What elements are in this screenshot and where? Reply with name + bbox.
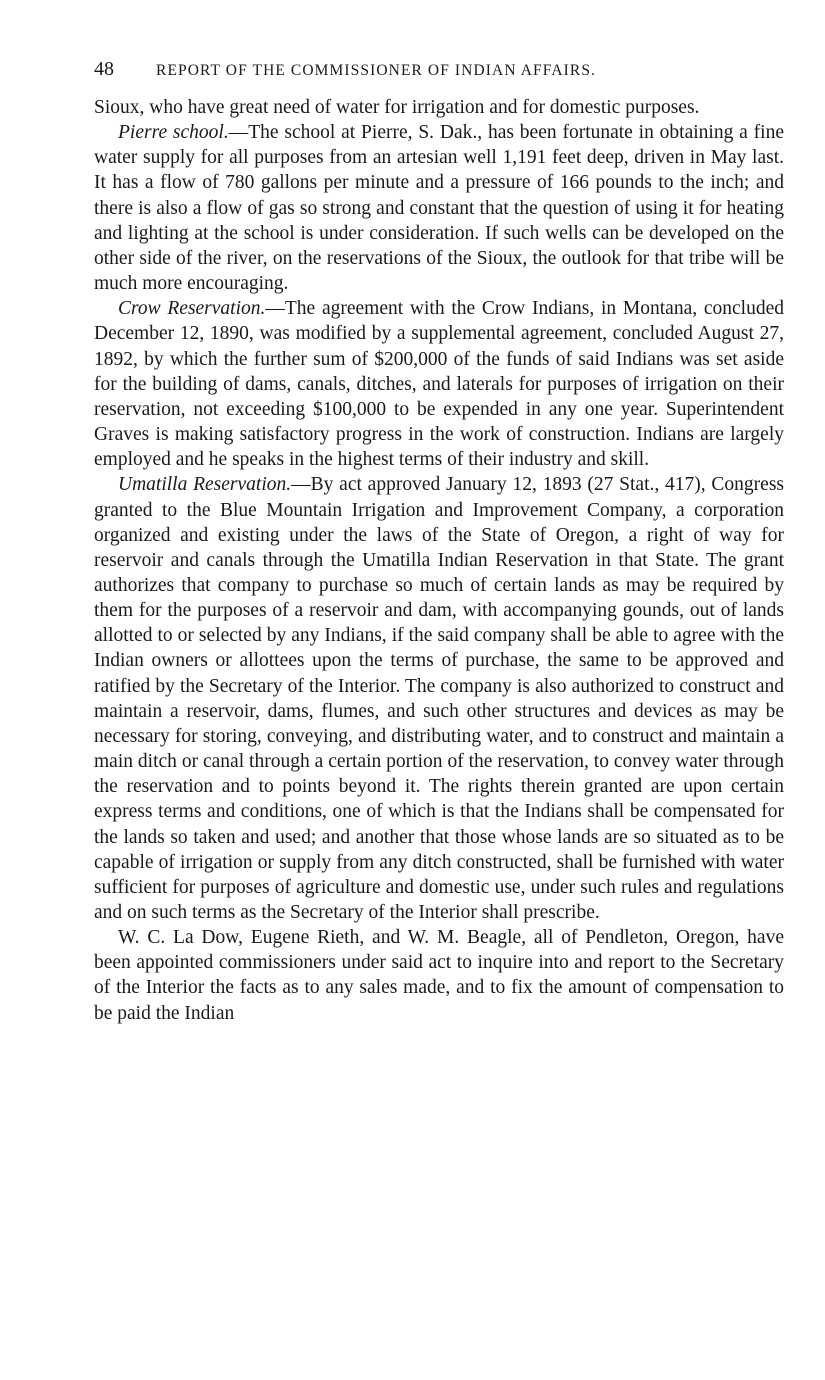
paragraph-text: Sioux, who have great need of water for irrigation and for domestic purposes. (94, 97, 700, 118)
paragraph-pierre-school (94, 120, 784, 296)
paragraph-text: —By act approved January 12, 1893 (27 Stat., 417), Congress granted to the Blue Mountain Irrigation and Improvement Company, a corporation organized and existing under the laws of the State of Oregon, a right of way for reservoir and canals through the Umatilla Indian Reservation in that State. The grant authorizes that company to purchase so much of certain lands as may be required by them for the purposes of a reservoir and dam, with accompanying gounds, out of lands allotted to or selected by any Indians, if the said company shall be able to agree with the Indian owners or allottees upon the terms of purchase, the same to be approved and ratified by the Secretary of the Interior. The company is also authorized to construct and maintain a reservoir, dams, flumes, and such other structures and devices as may be necessary for storing, conveying, and distributing water, and to construct and maintain a main ditch or canal through a certain portion of the reservation, to convey water through the reservation and to points beyond it. The rights therein granted are upon certain express terms and conditions, one of which is that the Indians shall be compensated for the lands so taken and used; and another that those whose lands are so situated as to be capable of irrigation or supply from any ditch constructed, shall be furnished with water sufficient for purposes of agriculture and domestic use, under such rules and regulations and on such terms as the Secretary of the Interior shall prescribe. (94, 474, 784, 923)
paragraph-sioux-continued (94, 95, 784, 120)
page-number: 48 (94, 58, 114, 80)
section-lead: Umatilla Reservation. (118, 474, 292, 496)
section-lead: Crow Reservation. (118, 298, 266, 320)
section-lead: Pierre school. (118, 122, 229, 144)
paragraph-text: W. C. La Dow, Eugene Rieth, and W. M. Beagle, all of Pendleton, Oregon, have been appointed commissioners under said act to inquire into and report to the Secretary of the Interior the facts as to any sales made, and to fix the amount of compensation to be paid the Indian (94, 927, 784, 1024)
body-text (94, 95, 784, 1026)
paragraph-commissioners (94, 925, 784, 1026)
paragraph-text: —The agreement with the Crow Indians, in Montana, concluded December 12, 1890, was modified by a supplemental agreement, concluded August 27, 1892, by which the further sum of $200,000 of the funds of said Indians was set aside for the building of dams, canals, ditches, and laterals for purposes of irrigation on their reservation, not exceeding $100,000 to be expended in any one year. Superintendent Graves is making satisfactory progress in the work of construction. Indians are largely employed and he speaks in the highest terms of their industry and skill. (94, 298, 784, 471)
paragraph-umatilla-reservation (94, 472, 784, 925)
page-header (94, 58, 784, 81)
paragraph-crow-reservation (94, 296, 784, 472)
running-head: REPORT OF THE COMMISSIONER OF INDIAN AFFAIRS. (156, 62, 597, 79)
paragraph-text: —The school at Pierre, S. Dak., has been fortunate in obtaining a fine water supply for all purposes from an artesian well 1,191 feet deep, driven in May last. It has a flow of 780 gallons per minute and a pressure of 166 pounds to the inch; and there is also a flow of gas so strong and constant that the question of using it for heating and lighting at the school is under consideration. If such wells can be developed on the other side of the river, on the reservations of the Sioux, the outlook for that tribe will be much more encouraging. (94, 122, 784, 295)
document-page (94, 58, 784, 1026)
